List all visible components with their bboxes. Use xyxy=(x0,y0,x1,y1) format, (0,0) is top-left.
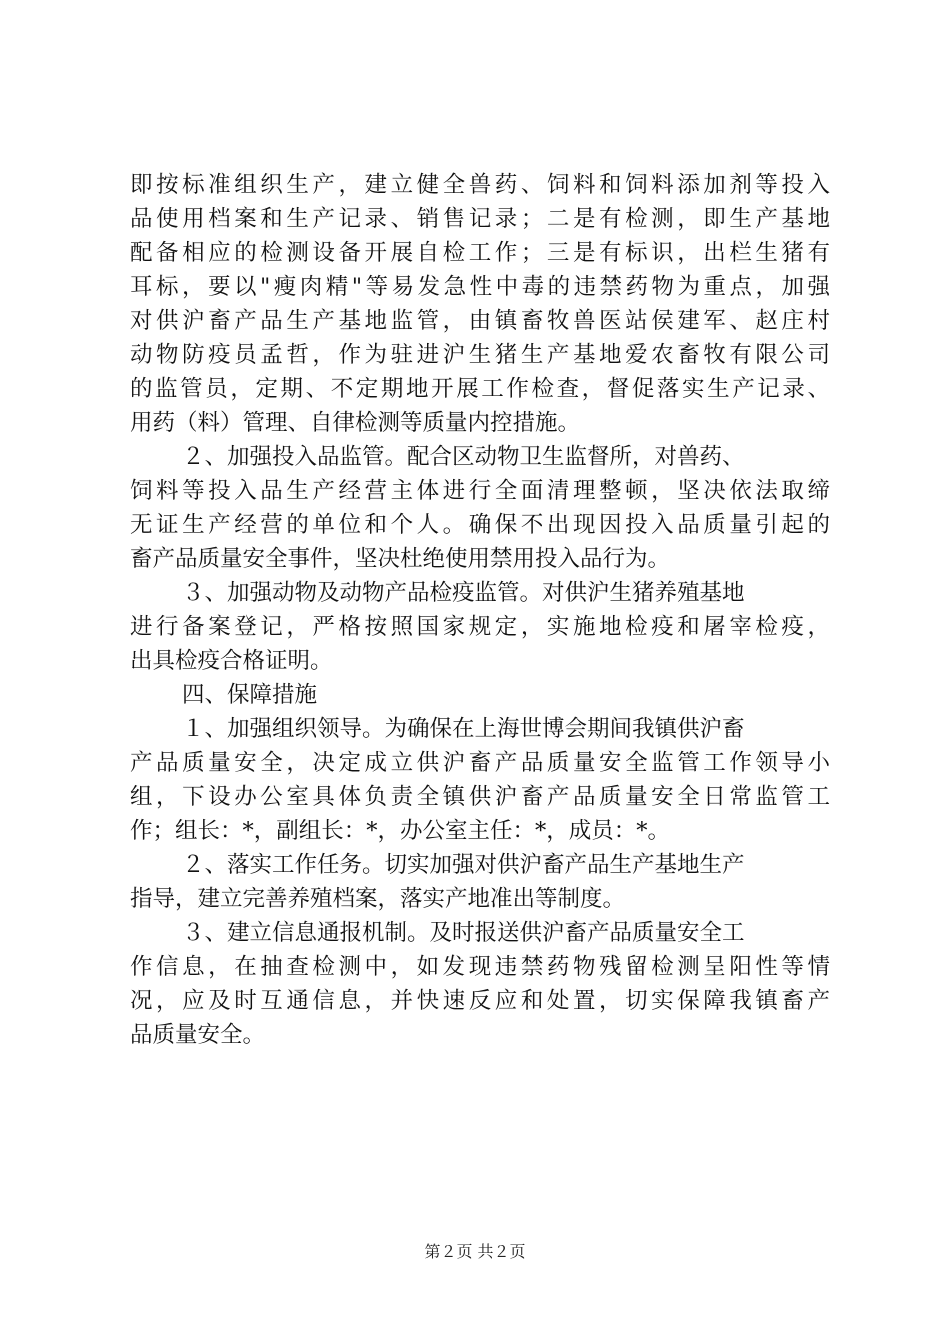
text-line: 出具检疫合格证明。 xyxy=(130,648,333,674)
document-body xyxy=(130,168,830,1052)
text-line: 作；组长：*，副组长：*，办公室主任：*，成员：*。 xyxy=(130,818,671,844)
text-line: 组，下设办公室具体负责全镇供沪畜产品质量安全日常监管工 xyxy=(130,784,830,810)
text-line: 指导，建立完善养殖档案，落实产地准出等制度。 xyxy=(130,886,626,912)
text-line: 无证生产经营的单位和个人。确保不出现因投入品质量引起的 xyxy=(130,512,830,538)
text-line: 动物防疫员孟哲，作为驻进沪生猪生产基地爱农畜牧有限公司 xyxy=(130,342,830,368)
text-line: 用药（料）管理、自律检测等质量内控措施。 xyxy=(130,410,581,436)
text-line: 作信息，在抽查检测中，如发现违禁药物残留检测呈阳性等情 xyxy=(130,954,830,980)
page-footer: 第２页 共２页 xyxy=(424,1242,526,1261)
text-line: 耳标，要以"瘦肉精"等易发急性中毒的违禁药物为重点，加强 xyxy=(130,274,830,300)
text-line: 的监管员，定期、不定期地开展工作检查，督促落实生产记录、 xyxy=(130,376,830,402)
text-line: 产品质量安全，决定成立供沪畜产品质量安全监管工作领导小 xyxy=(130,750,830,776)
text-line: 即按标准组织生产，建立健全兽药、饲料和饲料添加剂等投入 xyxy=(130,172,830,198)
text-line: 对供沪畜产品生产基地监管，由镇畜牧兽医站侯建军、赵庄村 xyxy=(130,308,830,334)
paragraph-start-line: ３、加强动物及动物产品检疫监管。对供沪生猪养殖基地 xyxy=(182,580,745,606)
text-line: 况，应及时互通信息，并快速反应和处置，切实保障我镇畜产 xyxy=(130,988,830,1014)
text-line: 配备相应的检测设备开展自检工作；三是有标识，出栏生猪有 xyxy=(130,240,830,266)
section-heading: 四、保障措施 xyxy=(182,682,318,708)
text-line: 进行备案登记，严格按照国家规定，实施地检疫和屠宰检疫， xyxy=(130,614,830,640)
text-line: 品质量安全。 xyxy=(130,1022,266,1048)
paragraph-start-line: １、加强组织领导。为确保在上海世博会期间我镇供沪畜 xyxy=(182,716,745,742)
text-line: 饲料等投入品生产经营主体进行全面清理整顿，坚决依法取缔 xyxy=(130,478,830,504)
paragraph-start-line: ３、建立信息通报机制。及时报送供沪畜产品质量安全工 xyxy=(182,920,745,946)
paragraph-start-line: ２、加强投入品监管。配合区动物卫生监督所，对兽药、 xyxy=(182,444,745,470)
text-line: 畜产品质量安全事件，坚决杜绝使用禁用投入品行为。 xyxy=(130,546,671,572)
paragraph-start-line: ２、落实工作任务。切实加强对供沪畜产品生产基地生产 xyxy=(182,852,745,878)
text-line: 品使用档案和生产记录、销售记录；二是有检测，即生产基地 xyxy=(130,206,830,232)
